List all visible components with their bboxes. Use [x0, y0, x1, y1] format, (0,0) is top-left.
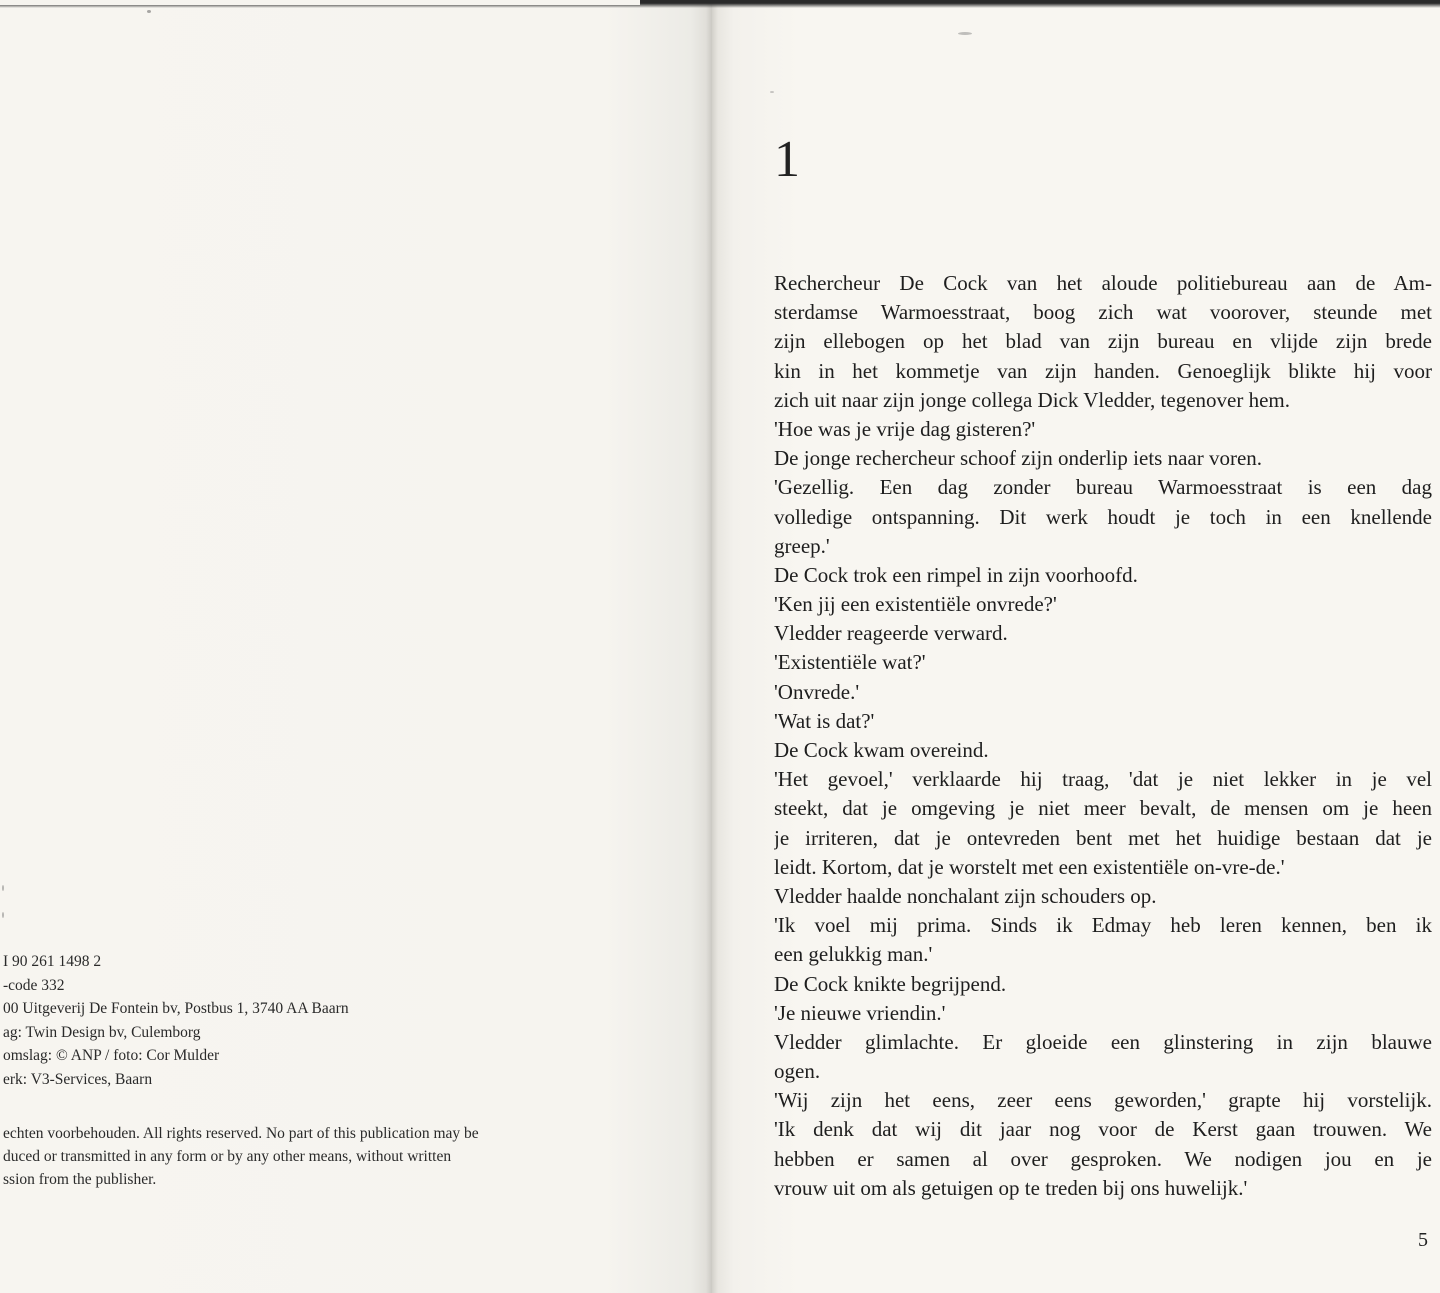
- text-line: De Cock knikte begrijpend.: [774, 971, 1007, 996]
- chapter-number: 1: [774, 131, 800, 188]
- colophon-line: omslag: © ANP / foto: Cor Mulder: [3, 1047, 220, 1064]
- text-line: zich uit naar zijn jonge collega Dick Vledder, tegenover hem.: [774, 387, 1290, 412]
- text-line: De Cock kwam overeind.: [774, 738, 989, 762]
- text-line: Vledder glimlachte. Er gloeide een glinstering in zijn blauwe: [774, 1029, 1432, 1054]
- rights-line: duced or transmitted in any form or by any other means, without written: [3, 1148, 452, 1165]
- rights-notice: [0, 1122, 640, 1191]
- speck: [958, 32, 972, 35]
- text-line: 'Gezellig. Een dag zonder bureau Warmoesstraat is een dag: [774, 475, 1432, 500]
- rights-line: ssion from the publisher.: [3, 1171, 157, 1188]
- top-edge-left-cover: [0, 0, 640, 5]
- text-line: 'Existentiële wat?': [774, 650, 926, 675]
- text-line: kin in het kommetje van zijn handen. Genoeglijk blikte hij voor: [774, 358, 1432, 383]
- text-line: 'Ik voel mij prima. Sinds ik Edmay heb leren kennen, ben ik: [774, 913, 1432, 938]
- colophon-line: I 90 261 1498 2: [3, 953, 102, 970]
- chapter-text: [774, 269, 1432, 1203]
- text-line: 'Hoe was je vrije dag gisteren?': [774, 416, 1036, 441]
- text-line: je irriteren, dat je ontevreden bent met het huidige bestaan dat je: [774, 825, 1432, 850]
- text-line: greep.': [774, 533, 830, 558]
- text-line: ogen.: [774, 1059, 821, 1084]
- text-line: steekt, dat je omgeving je niet meer bevalt, de mensen om je heen: [774, 796, 1432, 821]
- text-line: vrouw uit om als getuigen op te treden bij ons huwelijk.': [774, 1175, 1248, 1200]
- colophon: [0, 950, 640, 1091]
- text-line: 'Het gevoel,' verklaarde hij traag, 'dat je niet lekker in je vel: [774, 767, 1432, 792]
- colophon-line: -code 332: [3, 976, 65, 994]
- speck: [2, 885, 4, 891]
- colophon-line: erk: V3-Services, Baarn: [3, 1070, 153, 1088]
- speck: [2, 912, 4, 918]
- rights-line: echten voorbehouden. All rights reserved. No part of this publication may be: [3, 1125, 479, 1142]
- text-line: 'Ik denk dat wij dit jaar nog voor de Kerst gaan trouwen. We: [774, 1117, 1432, 1142]
- text-line: sterdamse Warmoesstraat, boog zich wat voorover, steunde met: [774, 300, 1432, 325]
- book-gutter: [706, 0, 718, 1293]
- text-line: De Cock trok een rimpel in zijn voorhoofd.: [774, 562, 1138, 587]
- speck: [770, 91, 774, 93]
- text-line: hebben er samen al over gesproken. We nodigen jou en je: [774, 1146, 1432, 1171]
- text-line: 'Onvrede.': [774, 679, 860, 704]
- colophon-line: ag: Twin Design bv, Culemborg: [3, 1023, 201, 1041]
- text-line: een gelukkig man.': [774, 942, 933, 967]
- text-line: leidt. Kortom, dat je worstelt met een existentiële on-vre-de.': [774, 854, 1285, 879]
- text-line: volledige ontspanning. Dit werk houdt je toch in een knellende: [774, 504, 1432, 529]
- text-line: 'Ken jij een existentiële onvrede?': [774, 592, 1057, 617]
- speck: [147, 10, 151, 13]
- text-line: 'Wij zijn het eens, zeer eens geworden,' grapte hij vorstelijk.: [774, 1088, 1432, 1113]
- text-line: De jonge rechercheur schoof zijn onderlip iets naar voren.: [774, 446, 1263, 471]
- text-line: Vledder haalde nonchalant zijn schouders op.: [774, 883, 1157, 908]
- colophon-line: 00 Uitgeverij De Fontein bv, Postbus 1, 3740 AA Baarn: [3, 1000, 349, 1017]
- text-line: 'Wat is dat?': [774, 708, 875, 733]
- page-number: 5: [1418, 1229, 1428, 1251]
- text-line: Vledder reageerde verward.: [774, 621, 1008, 646]
- text-line: 'Je nieuwe vriendin.': [774, 1000, 946, 1025]
- text-line: zijn ellebogen op het blad van zijn bureau en vlijde zijn brede: [774, 329, 1432, 354]
- text-line: Rechercheur De Cock van het aloude politiebureau aan de Am-: [774, 271, 1432, 295]
- left-page: [0, 0, 712, 1293]
